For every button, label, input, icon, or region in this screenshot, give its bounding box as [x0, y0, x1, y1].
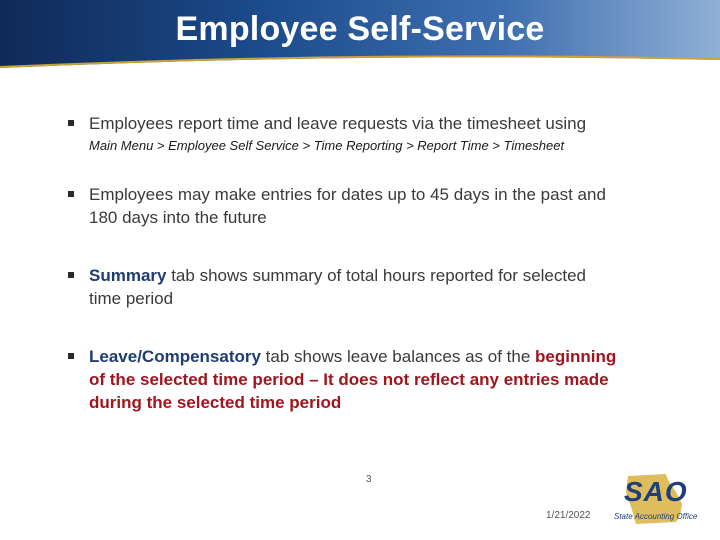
page-number: 3	[366, 474, 372, 485]
bullet-text-rest: tab shows leave balances as of the	[260, 347, 536, 366]
warning-line3: during the selected time period	[89, 393, 342, 412]
beginning-emphasis: beginning	[535, 347, 617, 366]
summary-term: Summary	[89, 266, 167, 285]
footer-date: 1/21/2022	[546, 510, 591, 521]
bullet-text-line1: Employees may make entries for dates up to 45 days in the past and	[89, 185, 606, 204]
bullet-text-line2: time period	[89, 289, 174, 308]
bullet-date-range	[76, 183, 689, 229]
bullet-icon	[68, 353, 74, 359]
sao-logo	[606, 470, 716, 530]
logo-text: SAO	[624, 476, 688, 507]
header-banner	[0, 0, 720, 72]
bullet-leave-tab	[76, 345, 689, 414]
navigation-path: Main Menu > Employee Self Service > Time Reporting > Report Time > Timesheet	[89, 138, 565, 153]
warning-line2: of the selected time period – It does not reflect any entries made	[89, 370, 609, 389]
bullet-text-line1	[89, 345, 689, 368]
bullet-icon	[68, 191, 74, 197]
bullet-text: Employees report time and leave requests via the timesheet using	[89, 114, 587, 133]
bullet-text-line2: 180 days into the future	[89, 208, 267, 227]
bullet-icon	[68, 272, 74, 278]
bullet-timesheet	[76, 112, 689, 155]
bullet-icon	[68, 120, 74, 126]
logo-subtitle: State Accounting Office	[614, 512, 698, 521]
bullet-summary-tab	[76, 264, 689, 310]
header-swoosh	[0, 50, 720, 72]
bullet-text-line1	[89, 264, 689, 287]
page-title: Employee Self-Service	[175, 10, 545, 48]
bullet-text-rest: tab shows summary of total hours reported for selected	[166, 266, 587, 285]
leave-term: Leave/Compensatory	[89, 347, 261, 366]
